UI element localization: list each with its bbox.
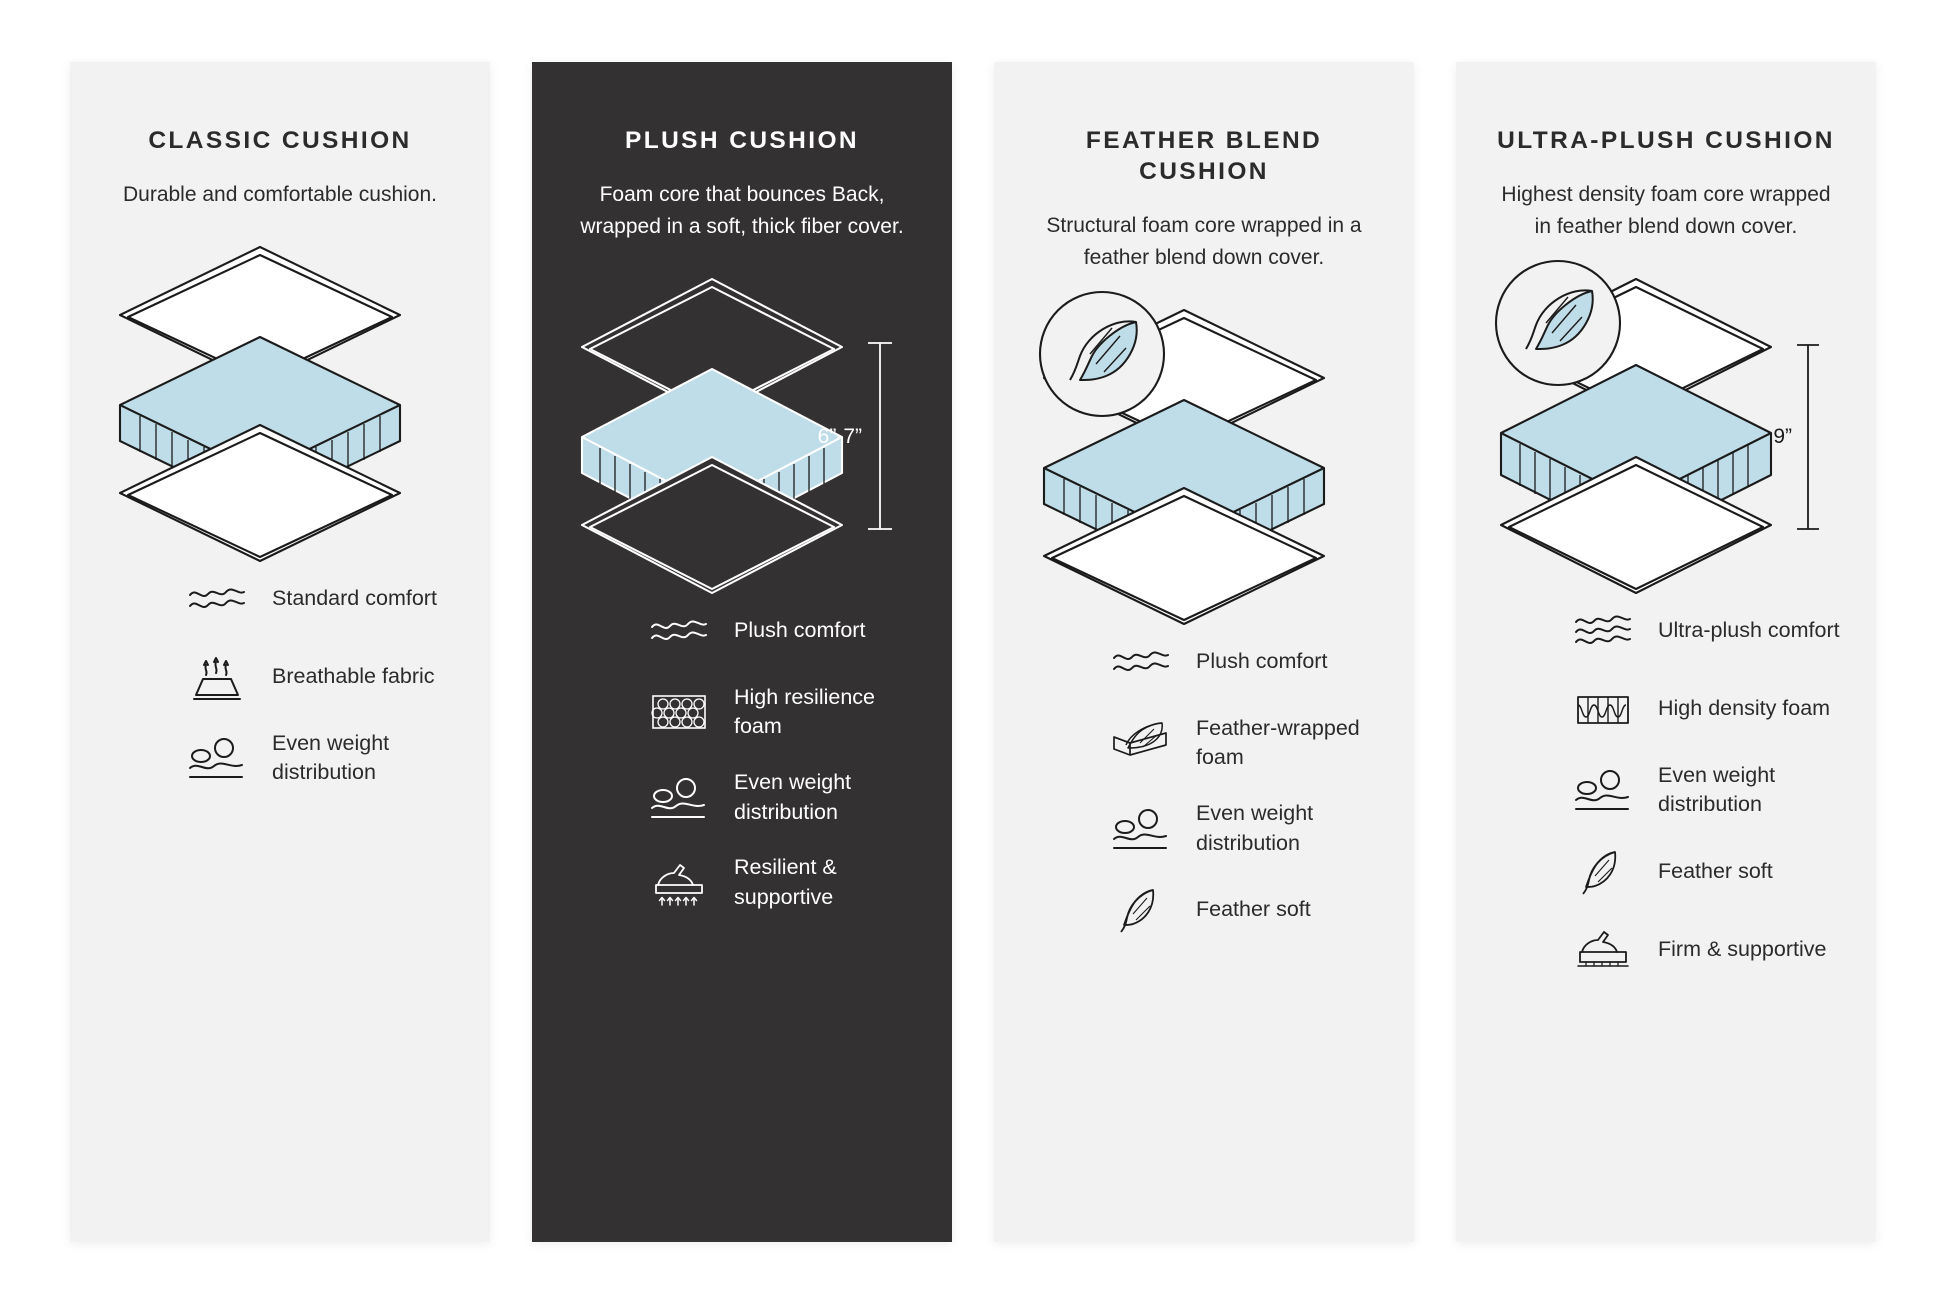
feather-wrapped-foam-icon [1110, 717, 1172, 769]
honeycomb-foam-icon [648, 686, 710, 738]
wave-comfort-icon [1110, 636, 1172, 688]
feature-list [566, 605, 918, 913]
feature-label: Even weight distribution [1658, 762, 1776, 817]
cushion-card-classic [70, 62, 490, 1242]
feature-label: Feather soft [1196, 897, 1311, 922]
feature-item [1572, 846, 1842, 898]
even-weight-distribution-icon [186, 732, 248, 784]
feature-list [1028, 636, 1380, 937]
feature-item [1110, 799, 1380, 858]
feature-label: Plush comfort [1196, 648, 1328, 673]
even-weight-distribution-icon [1110, 803, 1172, 855]
feature-item [1572, 605, 1842, 657]
breathable-fabric-icon [186, 651, 248, 703]
feature-item [648, 768, 918, 827]
cushion-card-ultra-plush [1456, 62, 1876, 1242]
feature-item [1572, 924, 1842, 976]
cushion-layers-illustration [1486, 261, 1846, 591]
firm-support-icon [1572, 924, 1634, 976]
cushion-exploded-diagram [100, 229, 460, 559]
feather-icon [1572, 846, 1634, 898]
resilient-support-icon [648, 857, 710, 909]
feather-icon [1110, 884, 1172, 936]
page-title: ULTRA-PLUSH CUSHION [1497, 127, 1835, 154]
page-title: PLUSH CUSHION [624, 127, 860, 154]
cushion-exploded-diagram [1486, 261, 1846, 591]
page-title: FEATHER BLEND CUSHION [1085, 127, 1323, 185]
feature-label: Firm & supportive [1658, 937, 1827, 962]
cushion-card-feather-blend [994, 62, 1414, 1242]
feature-label: Even weight distribution [272, 730, 390, 785]
feature-label: Resilient & supportive [734, 855, 837, 909]
card-description: Highest density foam core wrapped in feather blend down cover. [1501, 182, 1831, 238]
feature-item [1110, 714, 1380, 773]
feature-item [648, 683, 918, 742]
feature-item [648, 853, 918, 912]
feature-item [186, 573, 456, 625]
feature-label: Even weight distribution [1196, 800, 1314, 855]
feature-list [1490, 605, 1842, 976]
page-title: CLASSIC CUSHION [148, 127, 412, 154]
feature-item [1110, 636, 1380, 688]
feature-item [648, 605, 918, 657]
wave-comfort-icon [1572, 605, 1634, 657]
feature-item [1572, 683, 1842, 735]
cushion-exploded-diagram [562, 261, 922, 591]
cushion-layers-illustration [1024, 292, 1384, 622]
feature-item [186, 729, 456, 788]
feature-label: Even weight distribution [734, 769, 852, 824]
feature-label: High density foam [1658, 695, 1831, 720]
feature-label: Standard comfort [272, 585, 437, 610]
feature-label: High resilience foam [734, 684, 876, 739]
high-density-foam-icon [1572, 683, 1634, 735]
wave-comfort-icon [648, 605, 710, 657]
even-weight-distribution-icon [1572, 764, 1634, 816]
card-description: Durable and comfortable cushion. [122, 182, 437, 206]
dimension-label: 6”-7” [817, 424, 862, 448]
card-description: Foam core that bounces Back, wrapped in a soft, thick fiber cover. [580, 182, 904, 238]
feature-label: Plush comfort [734, 617, 866, 642]
feature-label: Feather-wrapped foam [1196, 715, 1360, 770]
card-description: Structural foam core wrapped in a feather blend down cover. [1046, 213, 1362, 269]
feature-item [1110, 884, 1380, 936]
dimension-label: 9” [1773, 424, 1792, 448]
feature-item [186, 651, 456, 703]
cushion-card-plush [532, 62, 952, 1242]
feature-label: Ultra-plush comfort [1658, 617, 1840, 642]
feature-list [104, 573, 456, 788]
cushion-layers-illustration [562, 261, 922, 591]
cushion-layers-illustration [100, 229, 460, 559]
wave-comfort-icon [186, 573, 248, 625]
cushion-exploded-diagram [1024, 292, 1384, 622]
feature-label: Breathable fabric [272, 663, 435, 688]
feature-item [1572, 761, 1842, 820]
feature-label: Feather soft [1658, 859, 1773, 884]
even-weight-distribution-icon [648, 772, 710, 824]
